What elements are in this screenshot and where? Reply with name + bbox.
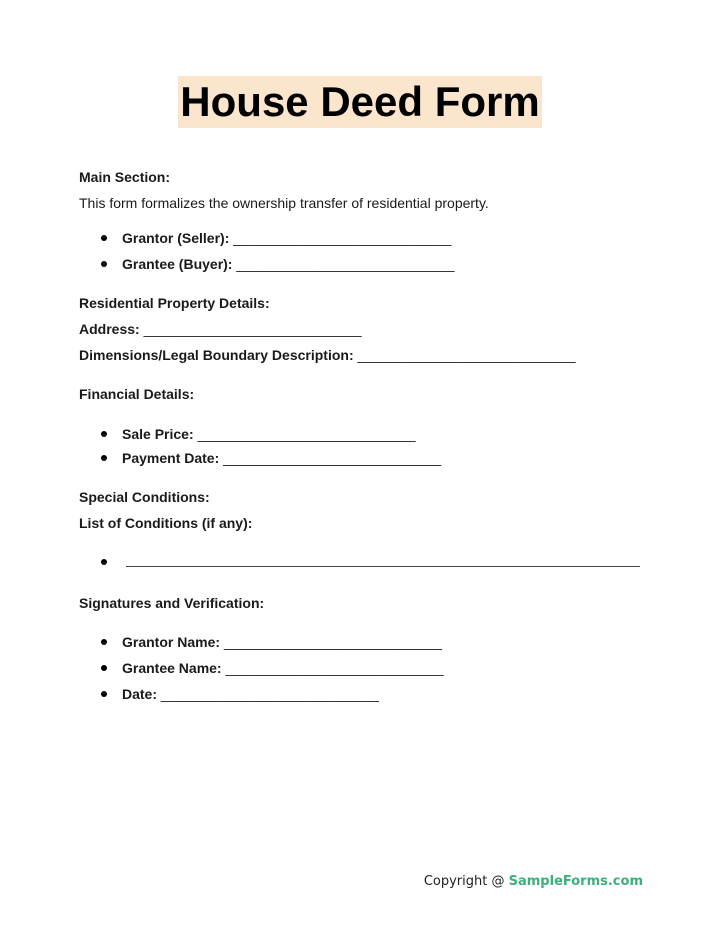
- address-blank: ____________________________: [143, 321, 362, 337]
- payment-date-blank: ____________________________: [223, 450, 442, 466]
- bullet-icon: [101, 559, 107, 565]
- list-item-sale-price: [79, 425, 659, 443]
- grantor-name-blank: ____________________________: [223, 634, 442, 650]
- date-blank: ____________________________: [160, 686, 379, 702]
- field-label: Date:: [122, 686, 158, 702]
- field-label: Grantor (Seller):: [122, 230, 230, 246]
- address-field: [79, 320, 659, 338]
- dimensions-field: [79, 346, 659, 364]
- form-content: [79, 168, 659, 703]
- page-title: House Deed Form: [178, 76, 541, 128]
- bullet-icon: [101, 665, 107, 671]
- title-wrapper: [0, 76, 720, 128]
- sale-price-blank: ____________________________: [197, 426, 416, 442]
- field-label: Grantee (Buyer):: [122, 256, 233, 272]
- field-label: Sale Price:: [122, 426, 194, 442]
- grantee-name-blank: ____________________________: [225, 660, 444, 676]
- grantee-buyer-blank: ____________________________: [236, 256, 455, 272]
- copyright-footer: [0, 874, 643, 889]
- brand-link[interactable]: SampleForms.com: [508, 874, 643, 889]
- special-conditions-heading: Special Conditions:: [79, 489, 210, 505]
- bullet-icon: [101, 455, 107, 461]
- main-section-list: [79, 229, 659, 273]
- conditions-list-label: List of Conditions (if any):: [79, 515, 253, 531]
- bullet-icon: [101, 431, 107, 437]
- main-section-heading: Main Section:: [79, 169, 171, 185]
- bullet-icon: [101, 235, 107, 241]
- list-item-grantee-buyer: [79, 255, 659, 273]
- list-item-grantor-seller: [79, 229, 659, 247]
- dimensions-blank: ____________________________: [357, 347, 576, 363]
- bullet-icon: [101, 639, 107, 645]
- grantor-seller-blank: ____________________________: [233, 230, 452, 246]
- signatures-heading: Signatures and Verification:: [79, 595, 265, 611]
- field-label: Grantee Name:: [122, 660, 222, 676]
- field-label: Payment Date:: [122, 450, 220, 466]
- address-label: Address:: [79, 321, 140, 337]
- copyright-text: Copyright @: [423, 874, 509, 889]
- list-item-payment-date: [79, 449, 659, 467]
- conditions-list: [79, 553, 659, 571]
- property-details-heading: Residential Property Details:: [79, 295, 270, 311]
- list-item-grantee-name: [79, 659, 659, 677]
- main-section-description: This form formalizes the ownership transfer of residential property.: [79, 195, 489, 211]
- dimensions-label: Dimensions/Legal Boundary Description:: [79, 347, 354, 363]
- condition-blank-line: [126, 554, 640, 567]
- financial-details-list: [79, 425, 659, 467]
- list-item-condition: [79, 553, 659, 571]
- signatures-list: [79, 633, 659, 703]
- financial-details-heading: Financial Details:: [79, 386, 195, 402]
- list-item-date: [79, 685, 659, 703]
- list-item-grantor-name: [79, 633, 659, 651]
- field-label: Grantor Name:: [122, 634, 221, 650]
- bullet-icon: [101, 691, 107, 697]
- bullet-icon: [101, 261, 107, 267]
